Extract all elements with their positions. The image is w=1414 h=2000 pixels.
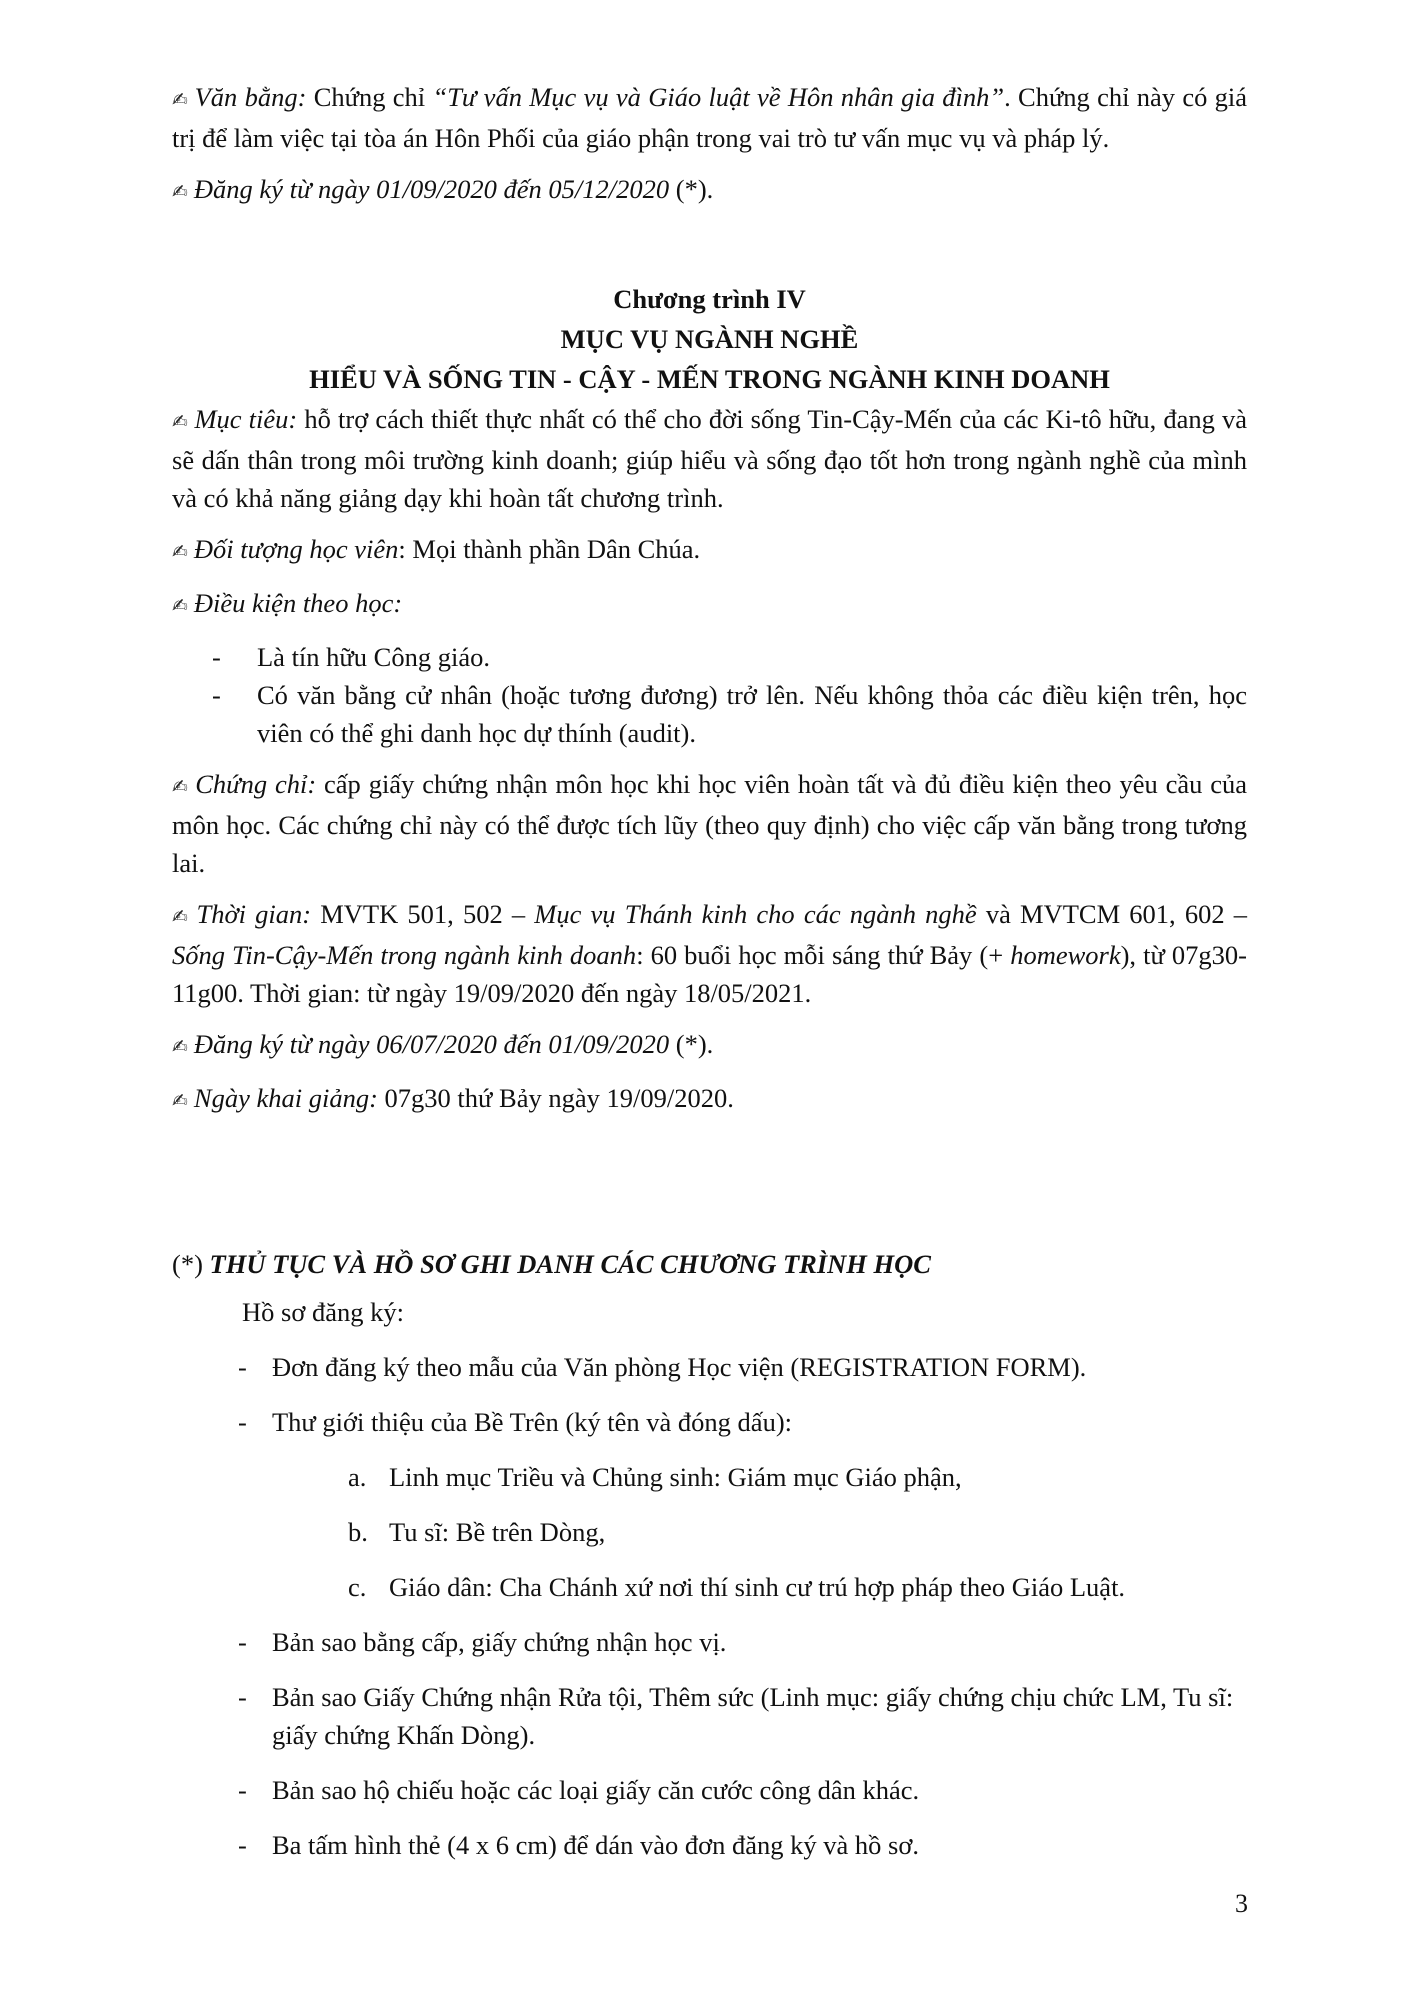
schedule-paragraph: ✍ Thời gian: MVTK 501, 502 – Mục vụ Thánh kinh cho các ngành nghề và MVTCM 601, 602 – Sống Tin-Cậy-Mến trong ngành kinh doanh: 60 buổi học mỗi sáng thứ Bảy (+ homework), từ 07g30-11g00. Thời gian: từ ngày 19/09/2020 đến ngày 18/05/2021. <box>172 899 1248 1008</box>
list-item: c. Giáo dân: Cha Chánh xứ nơi thí sinh cư trú hợp pháp theo Giáo Luật. <box>348 1572 1126 1602</box>
pen-bullet-icon: ✍ <box>172 906 191 928</box>
certificate-paragraph <box>172 765 1247 882</box>
registration-paragraph: ✍ Đăng ký từ ngày 06/07/2020 đến 01/09/2020 (*). <box>172 1029 714 1059</box>
label: Ngày khai giảng: <box>193 1083 378 1113</box>
registration-paragraph <box>172 170 1247 211</box>
pen-bullet-icon: ✍ <box>172 776 190 798</box>
list-item: - Là tín hữu Công giáo. <box>212 642 490 672</box>
page-number: 3 <box>1235 1889 1248 1918</box>
text: . Chứng chỉ này có giá trị để làm việc tại tòa án Hôn Phối của giáo phận trong vai trò tư vấn mục vụ và pháp lý. <box>172 82 1247 153</box>
pen-bullet-icon: ✍ <box>172 1090 188 1112</box>
list-item: a. Linh mục Triều và Chủng sinh: Giám mục Giáo phận, <box>348 1462 962 1492</box>
list-item: - Có văn bằng cử nhân (hoặc tương đương) trở lên. Nếu không thỏa các điều kiện trên, học viên có thể ghi danh học dự thính (audit). <box>212 680 1247 748</box>
recommendation-sublist <box>172 1458 1247 1606</box>
requirements-list-continued <box>172 1623 1247 1864</box>
requirements-list <box>172 1348 1247 1441</box>
certificate-paragraph <box>172 78 1247 157</box>
list-item: b. Tu sĩ: Bề trên Dòng, <box>348 1517 606 1547</box>
label: Thời gian: <box>196 899 312 929</box>
pen-bullet-icon: ✍ <box>172 181 188 203</box>
objective-paragraph <box>172 400 1247 517</box>
label: Điều kiện theo học: <box>193 588 403 618</box>
opening-paragraph: ✍ Ngày khai giảng: 07g30 thứ Bảy ngày 19/09/2020. <box>172 1083 734 1113</box>
text: Chứng chỉ <box>306 82 433 112</box>
pen-bullet-icon: ✍ <box>172 411 189 433</box>
conditions-list <box>172 638 1247 752</box>
pen-bullet-icon: ✍ <box>172 1036 188 1058</box>
list-item: - Thư giới thiệu của Bề Trên (ký tên và đóng dấu): <box>238 1407 793 1437</box>
pen-bullet-icon: ✍ <box>172 89 189 111</box>
text: (*). <box>669 174 714 204</box>
label: Đối tượng học viên <box>193 534 399 564</box>
text: cấp giấy chứng nhận môn học khi học viên hoàn tất và đủ điều kiện theo yêu cầu của môn học. Các chứng chỉ này có thể được tích lũy (theo quy định) cho việc cấp văn bằng trong tương lai. <box>172 769 1248 878</box>
list-item: - Bản sao hộ chiếu hoặc các loại giấy căn cước công dân khác. <box>238 1775 920 1805</box>
program-title: MỤC VỤ NGÀNH NGHỀ <box>560 324 859 354</box>
registration-dates: Đăng ký từ ngày 01/09/2020 đến 05/12/2020 <box>193 174 670 204</box>
label: Chứng chỉ: <box>195 769 317 799</box>
registration-dates: Đăng ký từ ngày 06/07/2020 đến 01/09/2020 <box>193 1029 670 1059</box>
text: hỗ trợ cách thiết thực nhất có thể cho đời sống Tin-Cậy-Mến của các Ki-tô hữu, đang và sẽ dấn thân trong môi trường kinh doanh; giúp hiểu và sống đạo tốt hơn trong ngành nghề của mình và có khả năng giảng dạy khi hoàn tất chương trình. <box>172 404 1247 513</box>
pen-bullet-icon: ✍ <box>172 541 188 563</box>
label: Văn bằng: <box>194 82 307 112</box>
text: : Mọi thành phần Dân Chúa. <box>398 534 701 564</box>
document-page <box>172 78 1247 1881</box>
list-item: - Ba tấm hình thẻ (4 x 6 cm) để dán vào đơn đăng ký và hồ sơ. <box>238 1830 919 1860</box>
pen-bullet-icon: ✍ <box>172 595 188 617</box>
conditions-paragraph <box>172 584 1247 625</box>
audience-paragraph <box>172 530 1247 571</box>
program-heading: Chương trình IV <box>613 284 806 314</box>
procedures-subtitle: Hồ sơ đăng ký: <box>242 1297 404 1327</box>
list-item: - Bản sao Giấy Chứng nhận Rửa tội, Thêm sức (Linh mục: giấy chứng chịu chức LM, Tu sĩ: giấy chứng Khấn Dòng). <box>238 1682 1234 1750</box>
program-subtitle: HIỂU VÀ SỐNG TIN - CẬY - MẾN TRONG NGÀNH KINH DOANH <box>309 364 1110 394</box>
list-item: - Đơn đăng ký theo mẫu của Văn phòng Học viện (REGISTRATION FORM). <box>238 1352 1087 1382</box>
list-item: - Bản sao bằng cấp, giấy chứng nhận học vị. <box>238 1627 727 1657</box>
certificate-title: “Tư vấn Mục vụ và Giáo luật về Hôn nhân gia đình” <box>432 82 1005 112</box>
procedures-title: (*) THỦ TỤC VÀ HỒ SƠ GHI DANH CÁC CHƯƠNG TRÌNH HỌC <box>172 1249 931 1279</box>
label: Mục tiêu: <box>194 404 298 434</box>
